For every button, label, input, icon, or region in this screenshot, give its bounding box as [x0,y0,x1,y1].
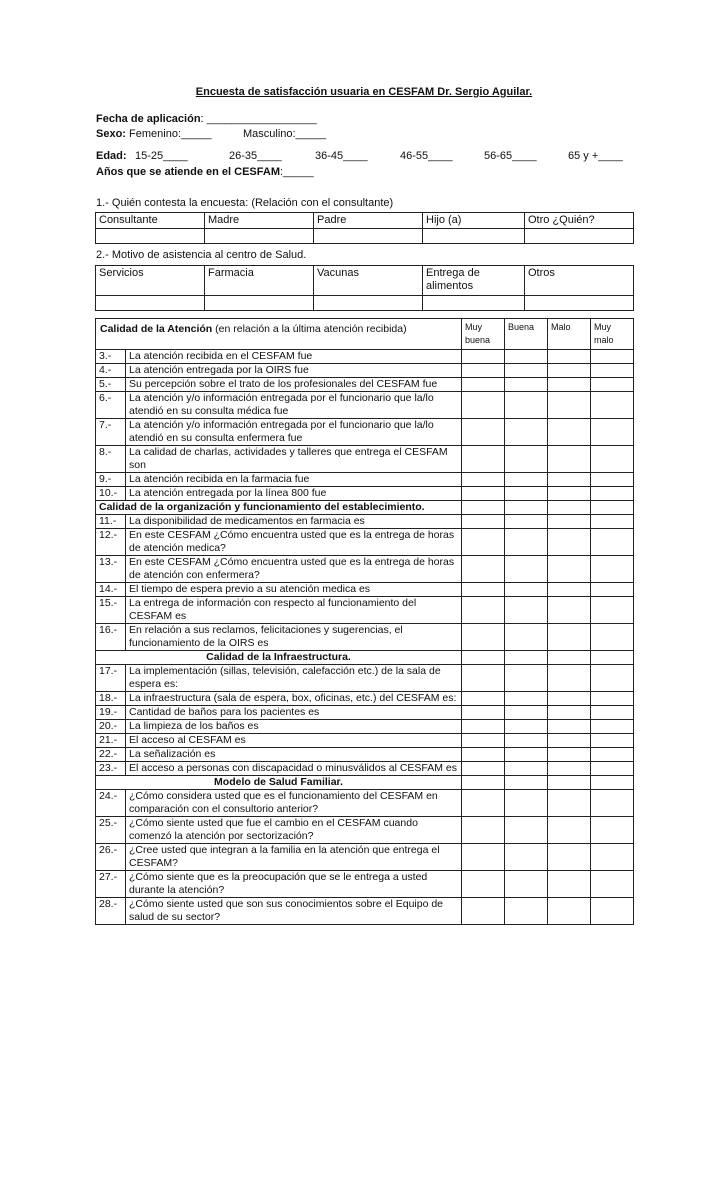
rating-cell[interactable] [548,350,591,364]
rating-cell[interactable] [462,392,505,419]
question-row [96,556,634,583]
section-title: Calidad de la Infraestructura. [96,651,462,665]
rating-header: Muy buena [462,319,505,350]
rating-cell[interactable] [505,392,548,419]
question-row [96,392,634,419]
q1-title: 1.- Quién contesta la encuesta: (Relación con el consultante) [96,197,394,209]
rating-cell[interactable] [548,624,591,651]
rating-cell[interactable] [505,624,548,651]
rating-cell[interactable] [548,898,591,925]
q1-answer-cell[interactable] [525,229,634,244]
question-row [96,748,634,762]
q2-title: 2.- Motivo de asistencia al centro de Salud. [96,249,307,261]
rating-cell[interactable] [462,473,505,487]
q1-answer-cell[interactable] [205,229,314,244]
rating-cell[interactable] [591,844,634,871]
rating-cell[interactable] [462,706,505,720]
question-text: La atención recibida en la farmacia fue [126,473,462,487]
rating-cell[interactable] [462,529,505,556]
q2-col: Vacunas [314,266,423,296]
rating-cell[interactable] [591,419,634,446]
rating-cell[interactable] [591,651,634,665]
rating-cell[interactable] [505,734,548,748]
rating-cell[interactable] [591,898,634,925]
fecha-line [96,112,317,127]
rating-cell[interactable] [591,706,634,720]
rating-cell[interactable] [591,378,634,392]
question-row [96,898,634,925]
rating-cell[interactable] [462,487,505,501]
question-number: 23.- [96,762,126,776]
rating-cell[interactable] [548,378,591,392]
question-row [96,706,634,720]
rating-cell[interactable] [462,419,505,446]
rating-cell[interactable] [505,473,548,487]
question-row [96,734,634,748]
rating-cell[interactable] [548,748,591,762]
rating-cell[interactable] [548,692,591,706]
q2-col: Farmacia [205,266,314,296]
question-row [96,692,634,706]
rating-cell[interactable] [462,720,505,734]
q2-col: Servicios [96,266,205,296]
rating-cell[interactable] [591,624,634,651]
q1-col: Consultante [96,213,205,229]
rating-cell[interactable] [462,817,505,844]
question-text: La implementación (sillas, televisión, calefacción etc.) de la sala de espera es: [126,665,462,692]
rating-cell[interactable] [548,529,591,556]
question-row [96,597,634,624]
rating-cell[interactable] [505,692,548,706]
question-number: 4.- [96,364,126,378]
question-text: El acceso a personas con discapacidad o minusválidos al CESFAM es [126,762,462,776]
survey-table [95,318,634,925]
question-row [96,871,634,898]
rating-cell[interactable] [462,762,505,776]
rating-cell[interactable] [505,419,548,446]
rating-cell[interactable] [591,720,634,734]
question-text: En relación a sus reclamos, felicitaciones y sugerencias, el funcionamiento de la OIRS es [126,624,462,651]
rating-cell[interactable] [591,597,634,624]
rating-cell[interactable] [462,692,505,706]
rating-header: Buena [505,319,548,350]
rating-cell[interactable] [462,515,505,529]
rating-cell[interactable] [505,501,548,515]
rating-cell[interactable] [548,583,591,597]
rating-header: Malo [548,319,591,350]
question-number: 11.- [96,515,126,529]
rating-cell[interactable] [505,350,548,364]
rating-cell[interactable] [591,817,634,844]
anios-label: Años que se atiende en el CESFAM [96,166,280,178]
question-number: 24.- [96,790,126,817]
q1-answer-cell[interactable] [96,229,205,244]
question-row [96,844,634,871]
question-number: 3.- [96,350,126,364]
q2-col: Otros [525,266,634,296]
rating-cell[interactable] [591,392,634,419]
rating-cell[interactable] [548,720,591,734]
question-text: La atención y/o información entregada por el funcionario que la/lo atendió en su consulta enfermera fue [126,419,462,446]
q2-answer-cell[interactable] [525,296,634,311]
question-row [96,790,634,817]
rating-cell[interactable] [591,364,634,378]
question-text: La infraestructura (sala de espera, box, oficinas, etc.) del CESFAM es: [126,692,462,706]
rating-cell[interactable] [548,871,591,898]
question-text: La disponibilidad de medicamentos en farmacia es [126,515,462,529]
rating-cell[interactable] [462,748,505,762]
rating-cell[interactable] [548,651,591,665]
rating-cell[interactable] [462,665,505,692]
rating-cell[interactable] [591,473,634,487]
q1-col: Otro ¿Quién? [525,213,634,229]
rating-cell[interactable] [548,419,591,446]
rating-cell[interactable] [505,790,548,817]
question-row [96,364,634,378]
rating-cell[interactable] [462,364,505,378]
rating-cell[interactable] [548,515,591,529]
q1-answer-cell[interactable] [423,229,525,244]
fecha-blank: : __________________ [200,113,317,125]
rating-cell[interactable] [548,844,591,871]
rating-cell[interactable] [505,665,548,692]
q2-answer-cell[interactable] [205,296,314,311]
q1-col: Madre [205,213,314,229]
rating-cell[interactable] [591,734,634,748]
rating-cell[interactable] [505,748,548,762]
question-number: 15.- [96,597,126,624]
rating-cell[interactable] [505,378,548,392]
question-number: 5.- [96,378,126,392]
rating-cell[interactable] [548,501,591,515]
question-number: 19.- [96,706,126,720]
edad-label: Edad: [96,150,127,162]
q1-col: Hijo (a) [423,213,525,229]
q2-answer-cell[interactable] [96,296,205,311]
rating-cell[interactable] [505,364,548,378]
rating-cell[interactable] [548,665,591,692]
question-text: Su percepción sobre el trato de los profesionales del CESFAM fue [126,378,462,392]
age-option: 65 y +____ [568,150,623,162]
question-number: 10.- [96,487,126,501]
rating-cell[interactable] [462,624,505,651]
rating-cell[interactable] [548,473,591,487]
question-row [96,583,634,597]
rating-cell[interactable] [548,734,591,748]
section-row [96,651,634,665]
question-row [96,515,634,529]
question-number: 25.- [96,817,126,844]
section-title: Calidad de la organización y funcionamiento del establecimiento. [96,501,462,515]
sexo-line [96,127,212,142]
rating-cell[interactable] [462,378,505,392]
question-number: 8.- [96,446,126,473]
question-text: En este CESFAM ¿Cómo encuentra usted que es la entrega de horas de atención medica? [126,529,462,556]
rating-cell[interactable] [505,817,548,844]
page-title: Encuesta de satisfacción usuaria en CESFAM Dr. Sergio Aguilar. [195,86,533,98]
question-number: 28.- [96,898,126,925]
rating-cell[interactable] [548,392,591,419]
rating-cell[interactable] [548,706,591,720]
question-text: La señalización es [126,748,462,762]
section-row [96,501,634,515]
question-text: La atención entregada por la OIRS fue [126,364,462,378]
question-number: 7.- [96,419,126,446]
question-row [96,446,634,473]
question-row [96,378,634,392]
rating-cell[interactable] [548,762,591,776]
rating-cell[interactable] [591,748,634,762]
rating-cell[interactable] [505,487,548,501]
rating-cell[interactable] [591,790,634,817]
rating-cell[interactable] [462,350,505,364]
rating-cell[interactable] [505,651,548,665]
q2-col: Entrega de alimentos [423,266,525,296]
rating-cell[interactable] [462,583,505,597]
rating-cell[interactable] [548,790,591,817]
rating-cell[interactable] [505,720,548,734]
question-number: 9.- [96,473,126,487]
question-text: ¿Cree usted que integran a la familia en la atención que entrega el CESFAM? [126,844,462,871]
rating-cell[interactable] [591,446,634,473]
question-number: 17.- [96,665,126,692]
anios-blank: :_____ [280,166,314,178]
rating-cell[interactable] [462,898,505,925]
age-option: 15-25____ [135,150,188,162]
q2-answer-cell[interactable] [423,296,525,311]
anios-line [96,165,314,180]
question-number: 14.- [96,583,126,597]
masculino-field: Masculino:_____ [243,128,327,140]
rating-cell[interactable] [505,776,548,790]
question-row [96,817,634,844]
question-row [96,473,634,487]
q2-table [95,265,634,311]
question-text: El tiempo de espera previo a su atención medica es [126,583,462,597]
rating-cell[interactable] [505,871,548,898]
question-row [96,487,634,501]
question-number: 27.- [96,871,126,898]
rating-cell[interactable] [591,762,634,776]
question-text: La calidad de charlas, actividades y talleres que entrega el CESFAM son [126,446,462,473]
rating-cell[interactable] [505,898,548,925]
rating-cell[interactable] [591,350,634,364]
rating-cell[interactable] [505,706,548,720]
rating-cell[interactable] [462,501,505,515]
question-row [96,419,634,446]
rating-cell[interactable] [505,762,548,776]
question-row [96,720,634,734]
rating-cell[interactable] [591,776,634,790]
question-text: En este CESFAM ¿Cómo encuentra usted que es la entrega de horas de atención con enfermera? [126,556,462,583]
question-text: La entrega de información con respecto al funcionamiento del CESFAM es [126,597,462,624]
question-number: 12.- [96,529,126,556]
rating-cell[interactable] [505,446,548,473]
question-text: Cantidad de baños para los pacientes es [126,706,462,720]
rating-cell[interactable] [548,487,591,501]
rating-cell[interactable] [462,871,505,898]
question-row [96,529,634,556]
question-text: La atención recibida en el CESFAM fue [126,350,462,364]
rating-cell[interactable] [462,734,505,748]
age-option: 36-45____ [315,150,368,162]
rating-cell[interactable] [462,651,505,665]
rating-cell[interactable] [591,692,634,706]
section-title: Modelo de Salud Familiar. [96,776,462,790]
question-number: 13.- [96,556,126,583]
rating-cell[interactable] [548,776,591,790]
question-number: 20.- [96,720,126,734]
rating-cell[interactable] [591,501,634,515]
sexo-label: Sexo: [96,128,126,140]
rating-cell[interactable] [462,446,505,473]
rating-cell[interactable] [548,817,591,844]
q1-col: Padre [314,213,423,229]
rating-cell[interactable] [591,529,634,556]
rating-cell[interactable] [591,487,634,501]
rating-header: Muy malo [591,319,634,350]
rating-cell[interactable] [462,556,505,583]
question-text: ¿Cómo siente usted que son sus conocimientos sobre el Equipo de salud de su sector? [126,898,462,925]
rating-cell[interactable] [591,583,634,597]
rating-cell[interactable] [462,776,505,790]
q1-table [95,212,634,244]
question-text: ¿Cómo considera usted que es el funcionamiento del CESFAM en comparación con el consultorio anterior? [126,790,462,817]
rating-cell[interactable] [591,665,634,692]
rating-cell[interactable] [505,556,548,583]
question-number: 6.- [96,392,126,419]
q1-answer-cell[interactable] [314,229,423,244]
rating-cell[interactable] [462,844,505,871]
rating-cell[interactable] [548,446,591,473]
age-option: 26-35____ [229,150,282,162]
age-option: 56-65____ [484,150,537,162]
fecha-label: Fecha de aplicación [96,113,201,125]
question-row [96,624,634,651]
survey-head-bold: Calidad de la Atención [100,323,213,335]
rating-cell[interactable] [505,844,548,871]
q2-answer-cell[interactable] [314,296,423,311]
femenino-field: Femenino:_____ [129,128,212,140]
question-text: El acceso al CESFAM es [126,734,462,748]
rating-cell[interactable] [505,583,548,597]
question-row [96,762,634,776]
rating-cell[interactable] [591,515,634,529]
question-number: 22.- [96,748,126,762]
rating-cell[interactable] [505,515,548,529]
question-row [96,665,634,692]
question-row [96,350,634,364]
rating-cell[interactable] [462,790,505,817]
question-number: 16.- [96,624,126,651]
survey-section-header [96,319,462,350]
question-text: La limpieza de los baños es [126,720,462,734]
question-number: 26.- [96,844,126,871]
survey-head-rest: (en relación a la última atención recibida) [212,323,407,335]
rating-cell[interactable] [505,529,548,556]
rating-cell[interactable] [548,364,591,378]
question-text: ¿Cómo siente que es la preocupación que se le entrega a usted durante la atención? [126,871,462,898]
question-text: La atención y/o información entregada por el funcionario que la/lo atendió en su consulta médica fue [126,392,462,419]
rating-cell[interactable] [505,597,548,624]
question-text: ¿Cómo siente usted que fue el cambio en el CESFAM cuando comenzó la atención por sectorización? [126,817,462,844]
age-option: 46-55____ [400,150,453,162]
section-row [96,776,634,790]
question-text: La atención entregada por la línea 800 fue [126,487,462,501]
rating-cell[interactable] [591,556,634,583]
question-number: 21.- [96,734,126,748]
question-number: 18.- [96,692,126,706]
rating-cell[interactable] [548,597,591,624]
rating-cell[interactable] [462,597,505,624]
rating-cell[interactable] [591,871,634,898]
rating-cell[interactable] [548,556,591,583]
